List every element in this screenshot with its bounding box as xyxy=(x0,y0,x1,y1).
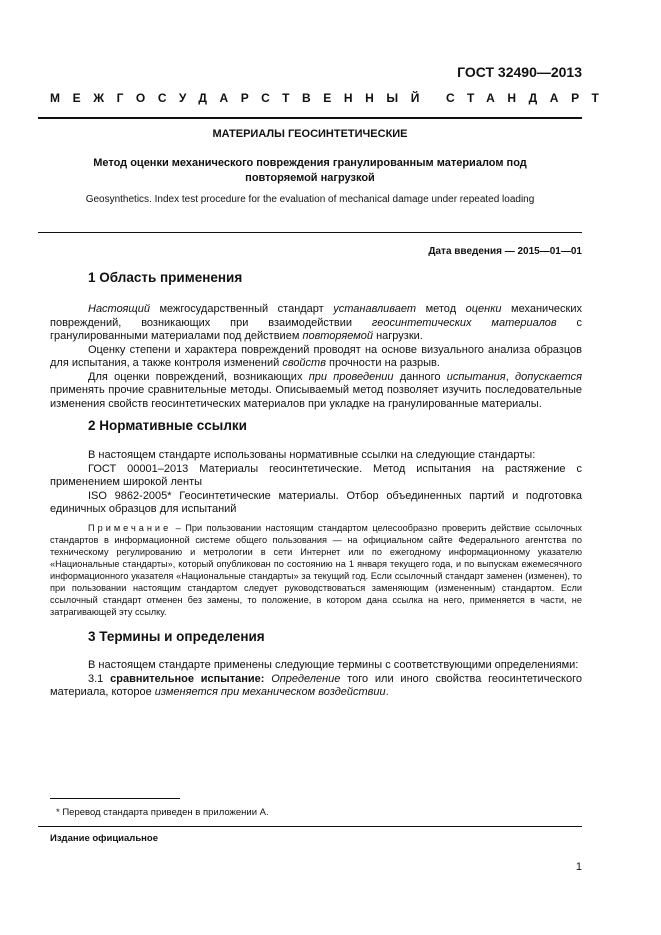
section-1-paragraph-2: Оценку степени и характера повреждений проводят на основе визуального анализа образцов для испытания, а также контроля изменений свойств прочности на разрыв. xyxy=(50,343,582,369)
section-2-heading: 2 Нормативные ссылки xyxy=(88,418,247,433)
section-2-body xyxy=(50,449,582,517)
section-2-paragraph-1: В настоящем стандарте использованы нормативные ссылки на следующие стандарты: xyxy=(88,449,536,461)
section-3-body xyxy=(50,659,582,700)
gost-code: ГОСТ 32490—2013 xyxy=(457,64,582,80)
document-english-title: Geosynthetics. Index test procedure for the evaluation of mechanical damage under repeated loading xyxy=(85,194,535,205)
section-1-paragraph-3: Для оценки повреждений, возникающих при проведении данного испытания, допускается применять прочие сравнительные методы. Описываемый метод позволяет изучить последовательные изменения свойств геосинтетических материалов при укладке на гранулированные материалы. xyxy=(50,370,582,410)
document-title: МАТЕРИАЛЫ ГЕОСИНТЕТИЧЕСКИЕ xyxy=(212,128,408,140)
title-rule xyxy=(38,232,582,233)
term-name: сравнительное испытание: xyxy=(110,672,265,685)
standard-label xyxy=(50,91,612,105)
standard-word-interstate: МЕЖГОСУДАРСТВЕННЫЙ xyxy=(50,91,432,105)
footnote-rule xyxy=(50,798,180,799)
page-number: 1 xyxy=(575,861,582,873)
footer-rule xyxy=(38,826,582,827)
section-2-reference-gost: ГОСТ 00001–2013 Материалы геосинтетические. Метод испытания на растяжение с применением широкой ленты xyxy=(50,462,582,488)
section-2-reference-iso: ISO 9862-2005* Геосинтетические материалы. Отбор объединенных партий и подготовка единичных образцов для испытаний xyxy=(50,489,582,515)
section-2-note xyxy=(50,522,582,618)
footnote: * Перевод стандарта приведен в приложении А. xyxy=(56,807,269,818)
document-subtitle: Метод оценки механического повреждения гранулированным материалом под повторяемой нагрузкой xyxy=(93,157,527,184)
standard-word-standard: СТАНДАРТ xyxy=(445,91,612,105)
edition-label: Издание официальное xyxy=(50,833,158,844)
section-3-heading: 3 Термины и определения xyxy=(88,629,265,644)
section-3-paragraph-1: В настоящем стандарте применены следующие термины с соответствующими определениями: xyxy=(88,659,579,671)
introduction-date: Дата введения — 2015—01—01 xyxy=(428,246,582,257)
header-rule xyxy=(38,117,582,119)
section-1-heading: 1 Область применения xyxy=(88,270,243,285)
section-1-body xyxy=(50,303,582,411)
section-1-paragraph-1: Настоящий межгосударственный стандарт устанавливает метод оценки механических повреждений, возникающих при взаимодействии геосинтетических материалов с гранулированными материалами под действием повторяемой нагрузки. xyxy=(50,303,583,342)
note-label: Примечание xyxy=(88,523,172,533)
term-3-1: 3.1 сравнительное испытание: Определение того или иного свойства геосинтетического материала, которое изменяется при механическом воздействии. xyxy=(50,672,582,698)
note-text: – При пользовании настоящим стандартом целесообразно проверить действие ссылочных стандартов в информационной системе общего пользования — на официальном сайте Федерального агентства по техническому регулированию и метрологии в сети Интернет или по ежегодному информационному указателю «Национальные стандарты», который опубликован по состоянию на 1 января текущего года, и по выпускам ежемесячного информационного указателя «Национальные стандарты» за текущий год. Если ссылочный стандарт заменен (изменен), то при пользовании настоящим стандартом следует руководствоваться заменяющим (измененным) стандартом. Если ссылочный стандарт отменен без замены, то положение, в котором дана ссылка на него, применяется в части, не затрагивающей эту ссылку. xyxy=(50,523,582,617)
